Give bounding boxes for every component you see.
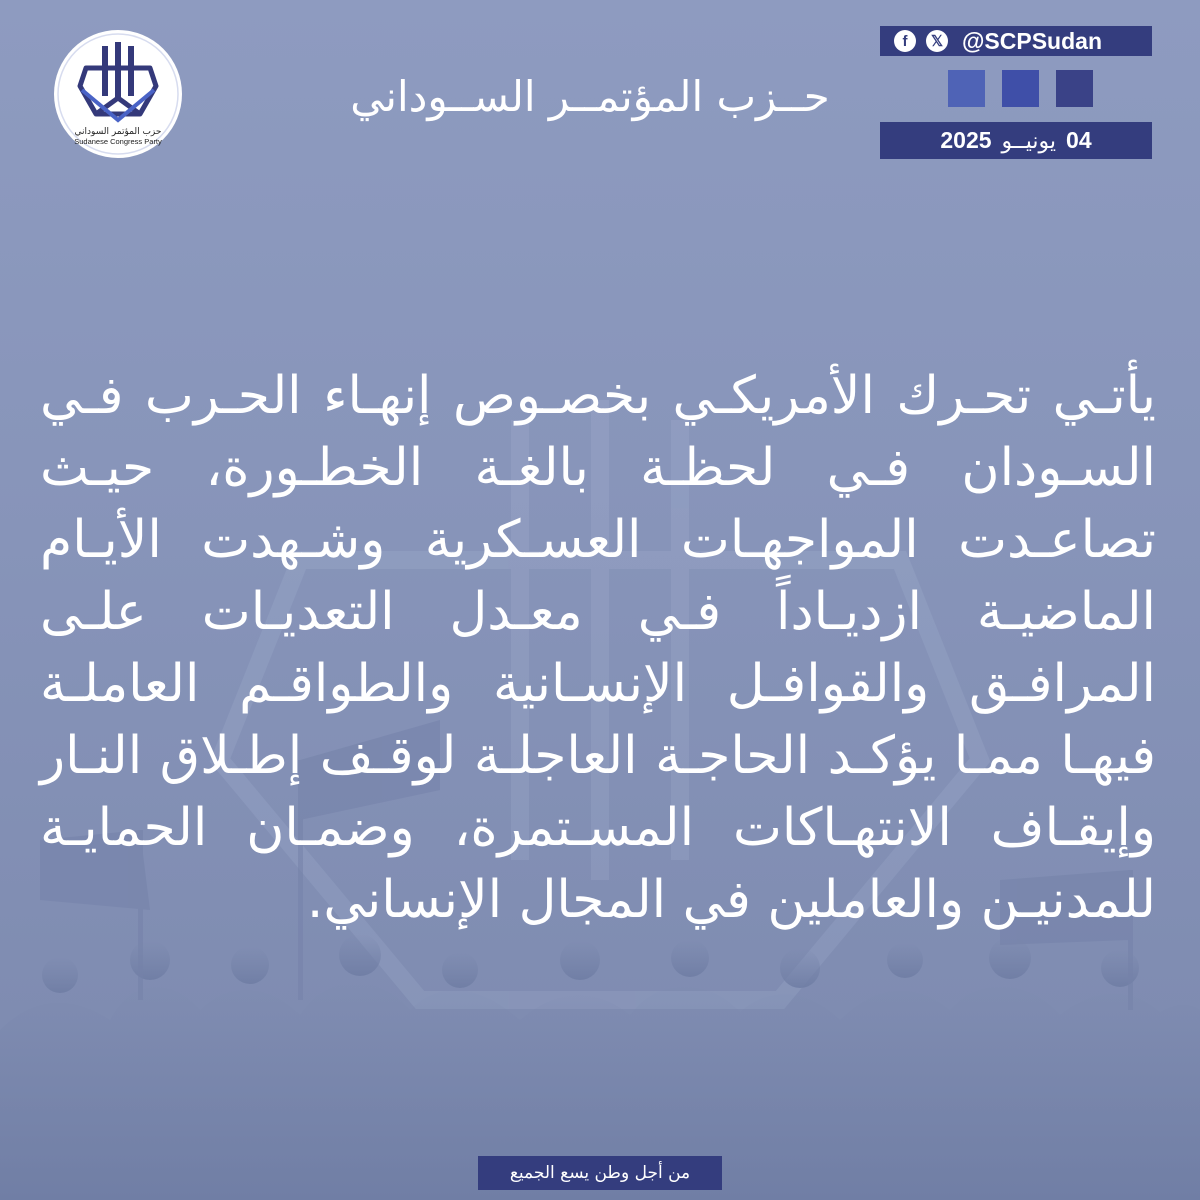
facebook-icon[interactable]: f (894, 30, 916, 52)
statement-text: يأتـي تحـرك الأمريكـي بخصـوص إنهـاء الحـرب فـي السـودان فـي لحظـة بالغـة الخطـورة، حيـث تصاعـدت المواجهـات العسـكرية وشـهدت الأيـام الماضيـة ازديـاداً فـي معـدل التعديـات علـى المرافـق والقوافـل الإنسـانية والطواقـم العاملـة فيهـا ممـا يؤكـد الحاجـة العاجلـة لوقـف إطـلاق النـار وإيقـاف الانتهـاكات المسـتمرة، وضمـان الحمايـة للمدنيـن والعاملين في المجال الإنساني. (40, 366, 1156, 930)
date-month: يونيــو (1001, 127, 1057, 153)
x-icon[interactable]: 𝕏 (926, 30, 948, 52)
date-year: 2025 (940, 127, 992, 153)
logo-name-ar: حزب المؤتمر السوداني (74, 127, 162, 137)
date-bar (880, 122, 1152, 159)
social-handle-bar (880, 26, 1152, 56)
date-day: 04 (1066, 127, 1092, 153)
color-square-2 (1002, 70, 1039, 107)
color-square-3 (1056, 70, 1093, 107)
party-title: حــزب المؤتمــر الســوداني (350, 72, 830, 121)
color-squares (948, 70, 1093, 107)
party-logo (52, 28, 184, 160)
social-handle[interactable]: @SCPSudan (962, 27, 1102, 54)
footer-slogan: من أجل وطن يسع الجميع (478, 1156, 722, 1190)
logo-name-en: Sudanese Congress Party (74, 137, 162, 146)
color-square-1 (948, 70, 985, 107)
